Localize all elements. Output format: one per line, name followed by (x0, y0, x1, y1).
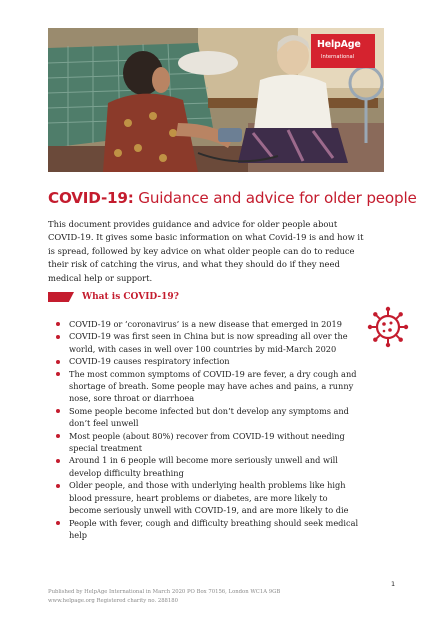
list-item (52, 330, 360, 355)
list-item-text: COVID-19 was first seen in China but is now spreading all over the world, with cases in well over 100 countries by mid-March 2020 (69, 331, 348, 354)
page-title (48, 189, 417, 207)
bullet-dot (56, 434, 60, 438)
list-item (52, 454, 360, 479)
list-item-text: Most people (about 80%) recover from COVID-19 without needing special treatment (69, 430, 345, 454)
bullet-dot (56, 360, 60, 364)
list-item (52, 405, 360, 430)
bullet-dot (56, 322, 60, 326)
bullet-dot (56, 459, 60, 463)
list-item-text: Some people become infected but don’t develop any symptoms and don’t feel unwell (69, 405, 349, 429)
list-item (52, 479, 360, 516)
title-rest: Guidance and advice for older people (133, 189, 417, 207)
list-item (52, 318, 360, 330)
footer-publisher-line: Published by HelpAge International in March 2020 PO Box 70156, London WC1A 9GB (48, 589, 281, 595)
title-highlight: COVID-19: (48, 189, 134, 207)
list-item-text: COVID-19 causes respiratory infection (69, 356, 230, 367)
list-item (52, 517, 360, 542)
header-photo (48, 28, 384, 172)
section-marker (48, 292, 74, 302)
intro-paragraph: This document provides guidance and advice for older people about COVID-19. It gives some basic information on what Covid-19 is and how it is spread, followed by key advice on what older people can do to reduce their risk of catching the virus, and what they should do if they need medical help or support. (48, 219, 364, 283)
list-item-text: People with fever, cough and difficulty breathing should seek medical help (69, 517, 359, 540)
bullet-dot (56, 372, 60, 376)
bullet-dot (56, 409, 60, 413)
section-title: What is COVID-19? (82, 292, 179, 302)
bullet-dot (56, 521, 60, 525)
logo-name: HelpAge (317, 39, 361, 50)
covid-facts-list (52, 318, 360, 541)
helpage-logo (311, 34, 375, 68)
logo-subtitle: International (321, 54, 355, 60)
bullet-dot (56, 335, 60, 339)
list-item-text: Older people, and those with underlying health problems like high blood pressure, heart problems or diabetes, are more likely to become seriously unwell with COVID-19, and are more likely to die (69, 480, 349, 516)
list-item-text: Around 1 in 6 people will become more seriously unwell and will develop difficulty breathing (69, 455, 338, 478)
list-item (52, 355, 360, 367)
footer (48, 588, 280, 605)
page-number: 1 (391, 580, 396, 588)
list-item-text: COVID-19 or ‘coronavirus’ is a new disease that emerged in 2019 (69, 319, 342, 329)
footer-website-line: www.helpage.org Registered charity no. 288180 (48, 597, 179, 604)
list-item (52, 430, 360, 455)
list-item (52, 368, 360, 405)
list-item-text: The most common symptoms of COVID-19 are fever, a dry cough and shortage of breath. Some people may have aches and pains, a runny nose, sore throat or diarrhoea (69, 368, 357, 404)
bullet-dot (56, 484, 60, 488)
virus-icon (366, 305, 410, 349)
